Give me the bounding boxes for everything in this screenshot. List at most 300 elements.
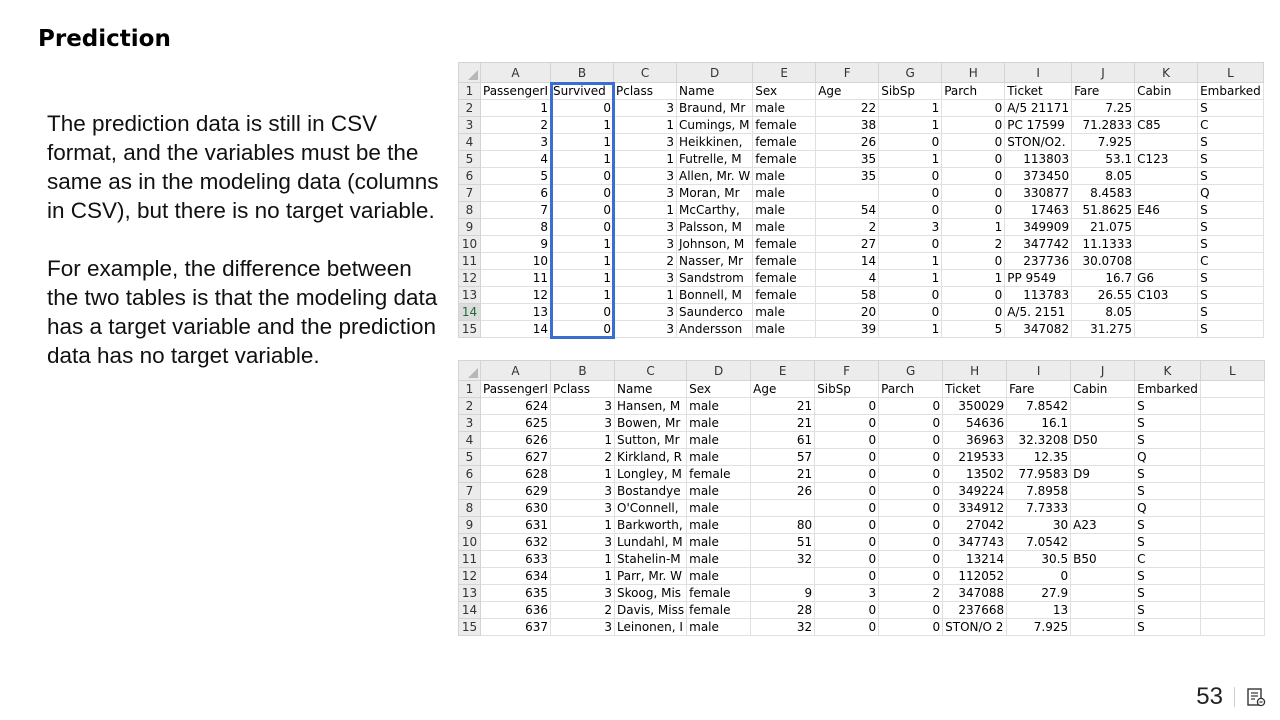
table-cell[interactable]: 51 [751, 534, 815, 551]
table-cell[interactable]: 9 [481, 236, 551, 253]
table-cell[interactable]: 6 [481, 185, 551, 202]
column-header[interactable]: B [551, 361, 615, 381]
row-header[interactable]: 10 [459, 236, 481, 253]
table-cell[interactable]: 350029 [943, 398, 1007, 415]
table-cell[interactable]: S [1135, 483, 1201, 500]
table-cell[interactable]: 1 [879, 117, 942, 134]
table-cell[interactable]: 1 [614, 151, 677, 168]
table-cell[interactable]: 237736 [1005, 253, 1072, 270]
table-cell[interactable]: 373450 [1005, 168, 1072, 185]
table-cell[interactable]: 21 [751, 398, 815, 415]
table-cell[interactable]: Age [816, 83, 879, 100]
table-cell[interactable]: 347088 [943, 585, 1007, 602]
table-cell[interactable]: 1 [879, 151, 942, 168]
row-header[interactable]: 4 [459, 432, 481, 449]
table-cell[interactable]: 1 [879, 253, 942, 270]
table-cell[interactable]: 113783 [1005, 287, 1072, 304]
table-cell[interactable]: A/5 21171 [1005, 100, 1072, 117]
table-cell[interactable]: 3 [481, 134, 551, 151]
table-cell[interactable]: 80 [751, 517, 815, 534]
table-cell[interactable]: 2 [942, 236, 1005, 253]
table-cell[interactable]: 27 [816, 236, 879, 253]
table-cell[interactable] [1135, 219, 1198, 236]
table-cell[interactable]: 14 [816, 253, 879, 270]
table-cell[interactable]: 334912 [943, 500, 1007, 517]
table-cell[interactable]: S [1135, 517, 1201, 534]
table-cell[interactable]: 1 [879, 321, 942, 338]
table-cell[interactable]: male [753, 321, 816, 338]
table-cell[interactable]: male [687, 398, 751, 415]
row-header[interactable]: 1 [459, 381, 481, 398]
table-cell[interactable]: Nasser, Mr [677, 253, 753, 270]
table-cell[interactable]: 3 [879, 219, 942, 236]
table-cell[interactable]: Skoog, Mis [615, 585, 687, 602]
table-cell[interactable]: male [687, 432, 751, 449]
column-header[interactable]: C [614, 63, 677, 83]
column-header[interactable]: G [879, 361, 943, 381]
table-cell[interactable]: Sandstrom [677, 270, 753, 287]
row-header[interactable]: 14 [459, 304, 481, 321]
table-cell[interactable]: 0 [879, 134, 942, 151]
table-cell[interactable]: 13502 [943, 466, 1007, 483]
table-cell[interactable] [1071, 568, 1135, 585]
row-header[interactable]: 12 [459, 568, 481, 585]
row-header[interactable]: 3 [459, 415, 481, 432]
table-cell[interactable]: S [1198, 236, 1264, 253]
table-cell[interactable]: 0 [815, 432, 879, 449]
row-header[interactable]: 13 [459, 287, 481, 304]
row-header[interactable]: 9 [459, 219, 481, 236]
table-cell[interactable]: S [1135, 568, 1201, 585]
table-cell[interactable]: male [753, 168, 816, 185]
table-cell[interactable]: male [687, 551, 751, 568]
table-cell[interactable]: 3 [815, 585, 879, 602]
table-cell[interactable] [1071, 483, 1135, 500]
table-cell[interactable]: 3 [614, 304, 677, 321]
row-header[interactable]: 15 [459, 321, 481, 338]
table-cell[interactable]: 626 [481, 432, 551, 449]
table-cell[interactable]: 8.05 [1072, 304, 1135, 321]
table-cell[interactable]: female [753, 134, 816, 151]
table-cell[interactable]: 5 [942, 321, 1005, 338]
table-cell[interactable] [1135, 253, 1198, 270]
table-cell[interactable]: Davis, Miss [615, 602, 687, 619]
row-header[interactable]: 2 [459, 100, 481, 117]
table-cell[interactable]: 629 [481, 483, 551, 500]
table-cell[interactable]: 0 [942, 304, 1005, 321]
table-cell[interactable]: C103 [1135, 287, 1198, 304]
column-header[interactable]: H [942, 63, 1005, 83]
table-cell[interactable]: 3 [614, 134, 677, 151]
table-cell[interactable]: 0 [551, 304, 614, 321]
table-cell[interactable]: 0 [879, 449, 943, 466]
table-cell[interactable]: 0 [815, 602, 879, 619]
table-cell[interactable]: female [687, 466, 751, 483]
table-cell[interactable]: 54636 [943, 415, 1007, 432]
table-cell[interactable]: 0 [942, 168, 1005, 185]
table-cell[interactable] [1135, 304, 1198, 321]
table-cell[interactable]: S [1198, 304, 1264, 321]
notes-icon[interactable] [1246, 687, 1266, 707]
column-header[interactable]: F [815, 361, 879, 381]
table-cell[interactable]: 1 [551, 287, 614, 304]
table-cell[interactable]: 1 [551, 466, 615, 483]
table-cell[interactable]: 26 [816, 134, 879, 151]
table-cell[interactable]: S [1198, 168, 1264, 185]
row-header[interactable]: 6 [459, 466, 481, 483]
table-cell[interactable]: Bonnell, M [677, 287, 753, 304]
table-cell[interactable] [1071, 449, 1135, 466]
table-cell[interactable] [1071, 619, 1135, 636]
table-cell[interactable]: 21 [751, 466, 815, 483]
table-cell[interactable]: 0 [879, 398, 943, 415]
table-cell[interactable]: 349909 [1005, 219, 1072, 236]
table-cell[interactable]: 0 [942, 117, 1005, 134]
table-cell[interactable]: 30.5 [1007, 551, 1071, 568]
table-cell[interactable]: Saunderco [677, 304, 753, 321]
table-cell[interactable]: 0 [879, 551, 943, 568]
table-cell[interactable]: C [1135, 551, 1201, 568]
table-cell[interactable]: 3 [551, 619, 615, 636]
table-cell[interactable]: 32 [751, 551, 815, 568]
table-cell[interactable]: 36963 [943, 432, 1007, 449]
table-cell[interactable]: 17463 [1005, 202, 1072, 219]
table-cell[interactable]: S [1135, 398, 1201, 415]
table-cell[interactable]: 219533 [943, 449, 1007, 466]
table-cell[interactable]: 7.8542 [1007, 398, 1071, 415]
table-cell[interactable]: SibSp [815, 381, 879, 398]
column-header[interactable]: B [551, 63, 614, 83]
table-cell[interactable]: D50 [1071, 432, 1135, 449]
column-header[interactable]: K [1135, 361, 1201, 381]
column-header[interactable]: L [1200, 361, 1264, 381]
table-cell[interactable]: Embarked [1198, 83, 1264, 100]
table-cell[interactable]: 1 [942, 219, 1005, 236]
table-cell[interactable]: 0 [879, 602, 943, 619]
row-header[interactable]: 6 [459, 168, 481, 185]
table-cell[interactable] [751, 568, 815, 585]
table-cell[interactable]: 0 [879, 568, 943, 585]
row-header[interactable]: 4 [459, 134, 481, 151]
table-cell[interactable] [1135, 134, 1198, 151]
table-cell[interactable]: 2 [879, 585, 943, 602]
column-header[interactable]: J [1072, 63, 1135, 83]
table-cell[interactable]: 1 [551, 432, 615, 449]
table-cell[interactable]: 0 [942, 287, 1005, 304]
table-cell[interactable]: 22 [816, 100, 879, 117]
table-cell[interactable]: 9 [751, 585, 815, 602]
table-cell[interactable]: male [687, 619, 751, 636]
table-cell[interactable] [1200, 415, 1264, 432]
table-cell[interactable]: 7.925 [1072, 134, 1135, 151]
table-cell[interactable]: male [753, 100, 816, 117]
table-cell[interactable]: 0 [551, 219, 614, 236]
table-cell[interactable]: B50 [1071, 551, 1135, 568]
table-cell[interactable]: G6 [1135, 270, 1198, 287]
table-cell[interactable]: S [1135, 466, 1201, 483]
table-cell[interactable] [1200, 483, 1264, 500]
table-cell[interactable]: 13214 [943, 551, 1007, 568]
table-cell[interactable]: male [687, 483, 751, 500]
table-cell[interactable]: Cabin [1135, 83, 1198, 100]
table-cell[interactable]: 1 [551, 551, 615, 568]
row-header[interactable]: 5 [459, 151, 481, 168]
table-cell[interactable]: 625 [481, 415, 551, 432]
table-cell[interactable]: 0 [942, 100, 1005, 117]
table-cell[interactable]: 0 [879, 517, 943, 534]
table-cell[interactable] [1071, 500, 1135, 517]
table-cell[interactable]: 27042 [943, 517, 1007, 534]
row-header[interactable]: 5 [459, 449, 481, 466]
column-header[interactable]: F [816, 63, 879, 83]
table-cell[interactable]: 631 [481, 517, 551, 534]
row-header[interactable]: 10 [459, 534, 481, 551]
table-cell[interactable]: 0 [815, 483, 879, 500]
table-cell[interactable]: Fare [1007, 381, 1071, 398]
row-header[interactable]: 7 [459, 185, 481, 202]
table-cell[interactable]: 347742 [1005, 236, 1072, 253]
column-header[interactable]: A [481, 361, 551, 381]
table-cell[interactable]: 1 [614, 117, 677, 134]
row-header[interactable]: 14 [459, 602, 481, 619]
table-cell[interactable]: Kirkland, R [615, 449, 687, 466]
table-cell[interactable]: S [1135, 534, 1201, 551]
table-cell[interactable]: female [687, 602, 751, 619]
table-cell[interactable]: PP 9549 [1005, 270, 1072, 287]
table-cell[interactable]: 0 [551, 202, 614, 219]
table-cell[interactable]: Ticket [943, 381, 1007, 398]
table-cell[interactable]: 13 [1007, 602, 1071, 619]
table-cell[interactable] [1135, 185, 1198, 202]
table-cell[interactable]: PassengerI [481, 381, 551, 398]
table-cell[interactable]: 8.05 [1072, 168, 1135, 185]
table-cell[interactable]: 627 [481, 449, 551, 466]
table-cell[interactable]: 0 [942, 202, 1005, 219]
table-cell[interactable]: 27.9 [1007, 585, 1071, 602]
table-cell[interactable]: 13 [481, 304, 551, 321]
table-cell[interactable]: 7.8958 [1007, 483, 1071, 500]
column-header[interactable]: E [751, 361, 815, 381]
table-cell[interactable]: S [1198, 134, 1264, 151]
table-cell[interactable]: 3 [551, 534, 615, 551]
table-cell[interactable]: S [1198, 100, 1264, 117]
table-cell[interactable] [1200, 619, 1264, 636]
table-cell[interactable]: 0 [879, 466, 943, 483]
table-cell[interactable]: female [753, 287, 816, 304]
table-cell[interactable]: STON/O 2 [943, 619, 1007, 636]
table-cell[interactable]: male [753, 304, 816, 321]
table-cell[interactable]: male [687, 415, 751, 432]
table-cell[interactable]: C123 [1135, 151, 1198, 168]
table-cell[interactable]: 7.25 [1072, 100, 1135, 117]
table-cell[interactable]: 634 [481, 568, 551, 585]
table-cell[interactable]: 1 [614, 202, 677, 219]
table-cell[interactable]: Parr, Mr. W [615, 568, 687, 585]
table-cell[interactable]: 0 [879, 168, 942, 185]
table-cell[interactable]: 3 [614, 100, 677, 117]
table-cell[interactable]: Name [615, 381, 687, 398]
column-header[interactable]: L [1198, 63, 1264, 83]
table-cell[interactable]: 32 [751, 619, 815, 636]
table-cell[interactable]: Name [677, 83, 753, 100]
table-cell[interactable] [1135, 100, 1198, 117]
table-cell[interactable]: 20 [816, 304, 879, 321]
table-cell[interactable]: 1 [551, 151, 614, 168]
table-cell[interactable]: 2 [481, 117, 551, 134]
table-cell[interactable]: S [1135, 432, 1201, 449]
table-cell[interactable]: Lundahl, M [615, 534, 687, 551]
table-cell[interactable]: Ticket [1005, 83, 1072, 100]
table-cell[interactable]: 61 [751, 432, 815, 449]
table-cell[interactable]: Heikkinen, [677, 134, 753, 151]
table-cell[interactable]: S [1135, 619, 1201, 636]
table-cell[interactable] [1071, 415, 1135, 432]
table-cell[interactable]: Sex [753, 83, 816, 100]
table-cell[interactable]: 1 [551, 253, 614, 270]
table-cell[interactable]: 113803 [1005, 151, 1072, 168]
table-cell[interactable]: male [753, 185, 816, 202]
table-cell[interactable]: 35 [816, 168, 879, 185]
table-cell[interactable]: 1 [551, 568, 615, 585]
table-cell[interactable]: Barkworth, [615, 517, 687, 534]
table-cell[interactable]: 0 [815, 500, 879, 517]
table-cell[interactable]: 3 [614, 168, 677, 185]
table-cell[interactable]: Allen, Mr. W [677, 168, 753, 185]
table-cell[interactable] [1200, 534, 1264, 551]
table-cell[interactable]: 30.0708 [1072, 253, 1135, 270]
table-cell[interactable]: Longley, M [615, 466, 687, 483]
table-cell[interactable]: C [1198, 117, 1264, 134]
column-header[interactable]: J [1071, 361, 1135, 381]
table-cell[interactable]: 0 [879, 534, 943, 551]
table-cell[interactable]: female [687, 585, 751, 602]
table-cell[interactable]: 237668 [943, 602, 1007, 619]
table-cell[interactable]: A/5. 2151 [1005, 304, 1072, 321]
table-cell[interactable]: PassengerI [481, 83, 551, 100]
table-cell[interactable]: 3 [614, 321, 677, 338]
table-cell[interactable]: 632 [481, 534, 551, 551]
table-cell[interactable]: 0 [879, 619, 943, 636]
table-cell[interactable]: 0 [815, 551, 879, 568]
table-cell[interactable]: S [1198, 151, 1264, 168]
table-cell[interactable]: 30 [1007, 517, 1071, 534]
table-cell[interactable]: 1 [551, 517, 615, 534]
table-cell[interactable]: female [753, 253, 816, 270]
table-cell[interactable]: 16.1 [1007, 415, 1071, 432]
column-header[interactable]: D [677, 63, 753, 83]
table-cell[interactable]: male [753, 202, 816, 219]
table-cell[interactable]: 7 [481, 202, 551, 219]
table-cell[interactable]: S [1135, 585, 1201, 602]
table-cell[interactable]: S [1135, 415, 1201, 432]
table-cell[interactable] [1200, 381, 1264, 398]
table-cell[interactable]: 2 [551, 449, 615, 466]
table-cell[interactable]: 38 [816, 117, 879, 134]
table-cell[interactable]: Parch [879, 381, 943, 398]
table-cell[interactable]: Parch [942, 83, 1005, 100]
column-header[interactable]: E [753, 63, 816, 83]
table-cell[interactable] [1200, 585, 1264, 602]
table-cell[interactable]: 16.7 [1072, 270, 1135, 287]
table-cell[interactable]: male [687, 517, 751, 534]
row-header[interactable]: 3 [459, 117, 481, 134]
table-cell[interactable]: Embarked [1135, 381, 1201, 398]
column-header[interactable]: C [615, 361, 687, 381]
table-cell[interactable] [1200, 568, 1264, 585]
table-cell[interactable]: 57 [751, 449, 815, 466]
table-cell[interactable]: 53.1 [1072, 151, 1135, 168]
table-cell[interactable]: Braund, Mr [677, 100, 753, 117]
table-cell[interactable]: Bostandye [615, 483, 687, 500]
table-cell[interactable]: Leinonen, I [615, 619, 687, 636]
table-cell[interactable] [751, 500, 815, 517]
column-header[interactable]: K [1135, 63, 1198, 83]
table-cell[interactable]: S [1198, 219, 1264, 236]
column-header[interactable]: H [943, 361, 1007, 381]
table-cell[interactable]: 0 [815, 568, 879, 585]
table-cell[interactable]: 636 [481, 602, 551, 619]
table-cell[interactable]: Bowen, Mr [615, 415, 687, 432]
table-cell[interactable]: 35 [816, 151, 879, 168]
table-cell[interactable]: 0 [1007, 568, 1071, 585]
table-cell[interactable]: S [1135, 602, 1201, 619]
table-cell[interactable]: 0 [815, 517, 879, 534]
table-cell[interactable] [1071, 585, 1135, 602]
row-header[interactable]: 7 [459, 483, 481, 500]
column-header[interactable]: A [481, 63, 551, 83]
table-cell[interactable]: 8.4583 [1072, 185, 1135, 202]
table-cell[interactable]: 0 [879, 304, 942, 321]
row-header[interactable]: 9 [459, 517, 481, 534]
table-cell[interactable] [1200, 432, 1264, 449]
table-cell[interactable]: male [753, 219, 816, 236]
table-cell[interactable]: 0 [879, 185, 942, 202]
table-cell[interactable]: 3 [614, 219, 677, 236]
table-cell[interactable]: Sex [687, 381, 751, 398]
table-cell[interactable]: female [753, 117, 816, 134]
table-cell[interactable]: 1 [481, 100, 551, 117]
row-header[interactable]: 8 [459, 500, 481, 517]
table-cell[interactable]: 0 [551, 185, 614, 202]
table-cell[interactable]: 0 [879, 483, 943, 500]
table-cell[interactable]: 628 [481, 466, 551, 483]
table-cell[interactable]: Stahelin-M [615, 551, 687, 568]
table-cell[interactable]: 10 [481, 253, 551, 270]
table-cell[interactable]: 51.8625 [1072, 202, 1135, 219]
table-cell[interactable]: 21.075 [1072, 219, 1135, 236]
row-header[interactable]: 15 [459, 619, 481, 636]
table-cell[interactable]: 3 [551, 585, 615, 602]
table-cell[interactable]: PC 17599 [1005, 117, 1072, 134]
table-cell[interactable]: 635 [481, 585, 551, 602]
table-cell[interactable]: 112052 [943, 568, 1007, 585]
table-cell[interactable]: 0 [879, 287, 942, 304]
table-cell[interactable]: 0 [815, 534, 879, 551]
row-header[interactable]: 13 [459, 585, 481, 602]
table-cell[interactable]: 1 [879, 270, 942, 287]
table-cell[interactable]: Hansen, M [615, 398, 687, 415]
table-cell[interactable]: 347743 [943, 534, 1007, 551]
table-cell[interactable]: 3 [614, 236, 677, 253]
table-cell[interactable]: Palsson, M [677, 219, 753, 236]
row-header[interactable]: 2 [459, 398, 481, 415]
table-cell[interactable]: 14 [481, 321, 551, 338]
table-cell[interactable] [1071, 602, 1135, 619]
table-cell[interactable]: 7.0542 [1007, 534, 1071, 551]
column-header[interactable]: I [1007, 361, 1071, 381]
table-cell[interactable]: 2 [614, 253, 677, 270]
table-cell[interactable]: 3 [551, 398, 615, 415]
